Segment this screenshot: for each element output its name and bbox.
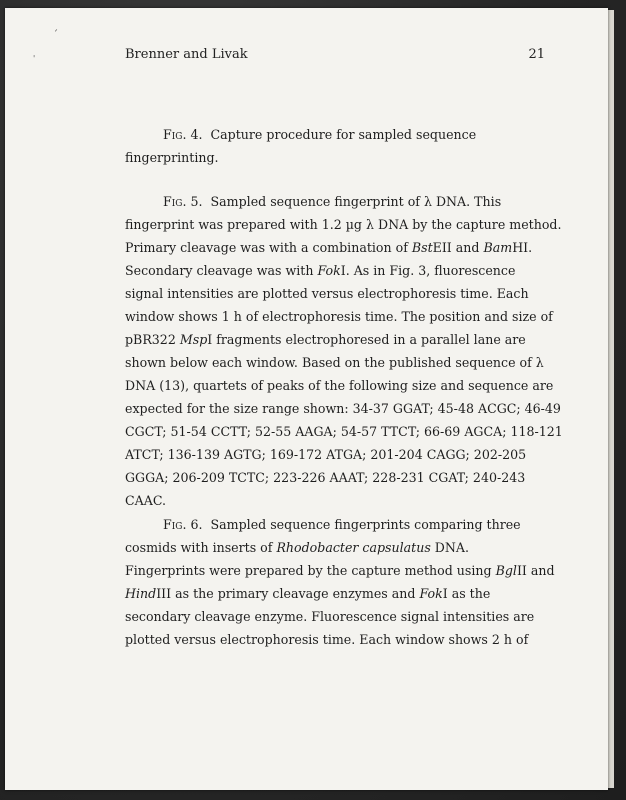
stray-mark: ´	[53, 30, 58, 41]
fig6-text-1: Sampled sequence fingerprints comparing three	[210, 517, 521, 532]
fig5-line-6: window shows 1 h of electrophoresis time. The position and size of	[125, 309, 553, 324]
fig6-text-2a: cosmids with inserts of	[125, 540, 277, 555]
fig5-enzyme-bam: Bam	[483, 240, 513, 255]
fig5-line-12: ATCT; 136-139 AGTG; 169-172 ATGA; 201-204 CAGG; 202-205	[125, 447, 527, 462]
fig5-line-10: expected for the size range shown: 34-37 GGAT; 45-48 ACGC; 46-49	[125, 401, 561, 416]
fig6-text-4d: I as the	[442, 586, 491, 601]
fig5-line-14: CAAC.	[125, 493, 167, 508]
fig4-line-2: fingerprinting.	[125, 150, 219, 165]
fig5-text-4c: I. As in Fig. 3, fluorescence	[340, 263, 516, 278]
fig6-organism: Rhodobacter capsulatus	[276, 540, 431, 555]
fig6-line-3	[125, 559, 555, 582]
fig5-text-4a: Secondary cleavage was with	[125, 263, 318, 278]
fig5-line-7	[125, 328, 526, 351]
fig5-text-7a: pBR322	[125, 332, 180, 347]
fig5-line-4	[125, 259, 516, 282]
fig6-text-2c: DNA.	[430, 540, 470, 555]
fig6-enzyme-bgl: Bgl	[495, 563, 517, 578]
fig6-line-2	[125, 536, 505, 559]
fig4-label: Fig. 4.	[163, 127, 203, 142]
fig5-line-5: signal intensities are plotted versus electrophoresis time. Each	[125, 286, 529, 301]
fig5-line-1	[125, 190, 505, 213]
fig5-legend	[125, 190, 563, 512]
fig6-text-3a: Fingerprints were prepared by the capture method using	[125, 563, 496, 578]
fig5-label: Fig. 5.	[163, 194, 203, 209]
fig6-text-4b: III as the primary cleavage enzymes and	[156, 586, 420, 601]
fig5-text-3a: Primary cleavage was with a combination of	[125, 240, 412, 255]
header-authors: Brenner and Livak	[125, 47, 248, 62]
fig5-text-3e: HI.	[512, 240, 533, 255]
fig6-enzyme-fok: Fok	[419, 586, 443, 601]
stray-dot: '	[33, 54, 36, 63]
fig5-text-1: Sampled sequence fingerprint of λ DNA. This	[210, 194, 502, 209]
document-page	[5, 8, 608, 790]
fig5-line-9: DNA (13), quartets of peaks of the following size and sequence are	[125, 378, 554, 393]
fig5-text-7c: I fragments electrophoresed in a parallel lane are	[207, 332, 526, 347]
fig5-enzyme-fok: Fok	[317, 263, 341, 278]
fig4-legend	[125, 123, 505, 169]
page-edge	[608, 10, 614, 788]
fig6-line-4	[125, 582, 505, 605]
fig6-enzyme-hind: Hind	[125, 586, 157, 601]
fig4-line-1	[125, 123, 505, 146]
fig5-line-11: CGCT; 51-54 CCTT; 52-55 AAGA; 54-57 TTCT; 66-69 AGCA; 118-121	[125, 424, 563, 439]
fig6-text-3c: II and	[516, 563, 555, 578]
fig5-line-2: fingerprint was prepared with 1.2 µg λ DNA by the capture method.	[125, 217, 562, 232]
fig6-line-5: secondary cleavage enzyme. Fluorescence signal intensities are	[125, 609, 535, 624]
fig6-legend	[125, 513, 555, 651]
fig5-enzyme-msp: Msp	[179, 332, 208, 347]
fig5-enzyme-bst: Bst	[411, 240, 433, 255]
fig5-line-8: shown below each window. Based on the published sequence of λ	[125, 355, 544, 370]
fig6-label: Fig. 6.	[163, 517, 203, 532]
fig6-line-6: plotted versus electrophoresis time. Each window shows 2 h of	[125, 632, 529, 647]
fig5-text-3c: EII and	[432, 240, 484, 255]
page-number: 21	[528, 47, 545, 62]
fig6-line-1	[125, 513, 521, 536]
fig5-line-13: GGGA; 206-209 TCTC; 223-226 AAAT; 228-231 CGAT; 240-243	[125, 470, 526, 485]
fig4-text-1: Capture procedure for sampled sequence	[210, 127, 477, 142]
fig5-line-3	[125, 236, 533, 259]
